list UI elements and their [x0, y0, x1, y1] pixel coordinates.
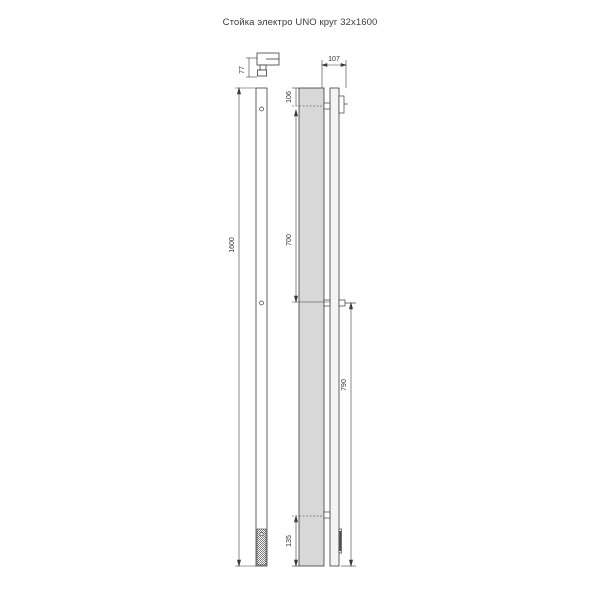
post-body	[256, 88, 267, 566]
bracket-neck	[260, 65, 266, 70]
top-offset-label: 106	[286, 91, 293, 103]
lower-span-dimension	[341, 303, 356, 566]
front-post	[330, 88, 339, 566]
bottom-offset-label: 135	[286, 535, 293, 547]
foot-hole	[260, 532, 263, 535]
front-view	[286, 56, 356, 566]
total-height-label: 1600	[229, 237, 236, 253]
mount-hole-top	[260, 107, 264, 111]
lower-span-label: 790	[341, 379, 348, 391]
bracket-dimension	[246, 58, 257, 77]
upper-span-label: 700	[286, 234, 293, 246]
drawing-title: Стойка электро UNO круг 32x1600	[222, 17, 378, 28]
width-label: 107	[328, 56, 340, 63]
width-dimension	[322, 60, 346, 88]
mount-hole-middle	[260, 301, 264, 305]
front-panel	[299, 88, 324, 566]
bracket-base	[258, 70, 267, 76]
total-height-dimension	[235, 88, 256, 566]
side-view	[229, 53, 279, 566]
bracket-height-label: 77	[239, 66, 246, 74]
top-bracket	[257, 53, 279, 76]
